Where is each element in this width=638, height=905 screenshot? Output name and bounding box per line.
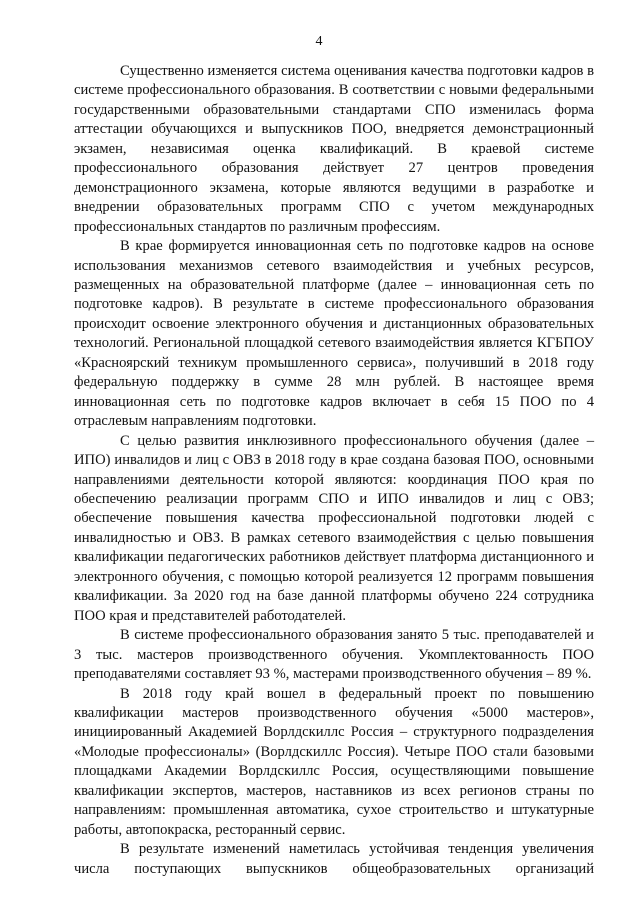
paragraph-innovation-network: В крае формируется инновационная сеть по подготовке кадров на основе использования механизмов сетевого взаимодействия и учебных ресурсов, размещенных на образовательной платформе (далее – инновационная сеть по подготовке кадров). В результате в системе профессионального образования происходит освоение электронного обучения и дистанционных образовательных технологий. Региональной площадкой сетевого взаимодействия является КГБПОУ «Красноярский техникум промышленного сервиса», получивший в 2018 году федеральную поддержку в сумме 28 млн рублей. В настоящее время инновационная сеть по подготовке кадров включает в себя 15 ПОО по 4 отраслевым направлениям подготовки. — [74, 238, 594, 430]
paragraph-results-trend: В результате изменений наметилась устойчивая тенденция увеличения числа поступающих выпускников общеобразовательных организаций — [74, 841, 594, 877]
page-number: 4 — [315, 34, 323, 49]
paragraph-5000-masters-project: В 2018 году край вошел в федеральный проект по повышению квалификации мастеров производственного обучения «5000 мастеров», инициированный Академией Ворлдскиллс Россия – структурного подразделения «Молодые профессионалы» (Ворлдскиллс Россия). Четыре ПОО стали базовыми площадками Академии Ворлдскиллс Россия, осуществляющими повышение квалификации экспертов, мастеров, наставников из всех регионов страны по направлениям: промышленная автоматика, сухое строительство и штукатурные работы, автопокраска, ресторанный сервис. — [74, 685, 594, 838]
paragraph-assessment-system: Существенно изменяется система оценивания качества подготовки кадров в системе профессионального образования. В соответствии с новыми федеральными государственными образовательными стандартами СПО изменилась форма аттестации обучающихся и выпускников ПОО, внедряется демонстрационный экзамен, независимая оценка квалификаций. В краевой системе профессионального образования действует 27 центров проведения демонстрационного экзамена, которые являются ведущими в разработке и внедрении образовательных программ СПО с учетом международных профессиональных стандартов по различным профессиям. — [74, 63, 594, 235]
paragraph-inclusive-education: С целью развития инклюзивного профессионального обучения (далее – ИПО) инвалидов и лиц с ОВЗ в 2018 году в крае создана базовая ПОО, основными направлениями деятельности которой являются: координация ПОО края по обеспечению реализации программ СПО и ИПО инвалидов и лиц с ОВЗ; обеспечение повышения качества профессиональной подготовки людей с инвалидностью и ОВЗ. В рамках сетевого взаимодействия с целью повышения квалификации педагогических работников действует платформа дистанционного и электронного обучения, с помощью которой реализуется 12 программ повышения квалификации. За 2020 год на базе данной платформы обучено 224 сотрудника ПОО края и представителей работодателей. — [74, 432, 594, 624]
document-body — [74, 62, 594, 879]
paragraph-staffing: В системе профессионального образования занято 5 тыс. преподавателей и 3 тыс. мастеров производственного обучения. Укомплектованность ПОО преподавателями составляет 93 %, мастерами производственного обучения – 89 %. — [74, 627, 594, 683]
